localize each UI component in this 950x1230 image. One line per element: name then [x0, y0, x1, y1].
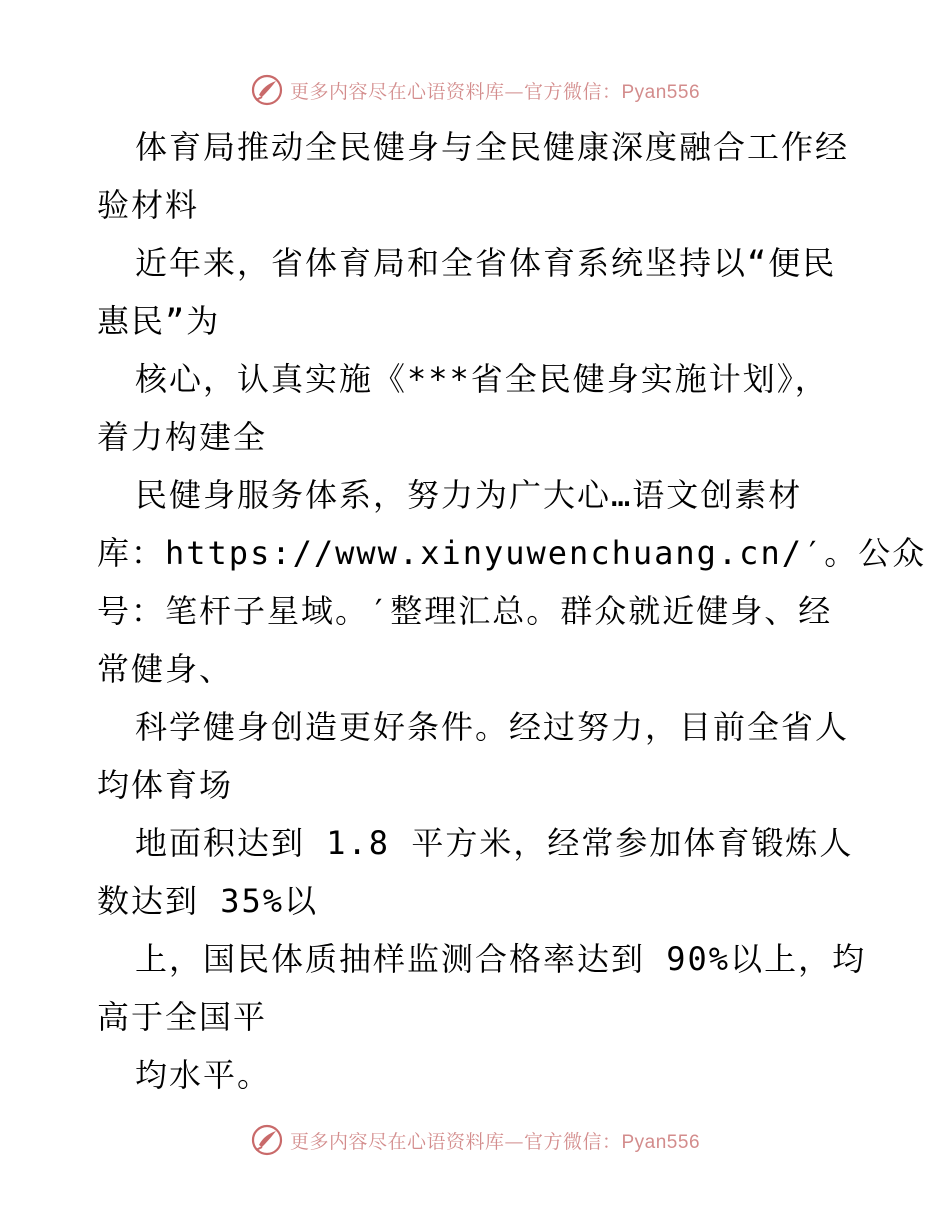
- document-body: [97, 118, 927, 1104]
- text-line: 验材料: [97, 186, 200, 224]
- banner-separator: —: [504, 80, 524, 103]
- banner-text: [290, 77, 700, 104]
- pen-logo-icon: [250, 73, 284, 107]
- banner-contact-label: 官方微信：: [523, 1130, 622, 1153]
- text-line: 均体育场: [97, 766, 234, 804]
- text-line: 科学健身创造更好条件。经过努力，目前全省人: [135, 708, 850, 746]
- banner-text: [290, 1127, 700, 1154]
- banner-contact-id: Pyan556: [621, 81, 701, 103]
- text-line: 着力构建全: [97, 418, 268, 456]
- text-line: 核心，认真实施《***省全民健身实施计划》，: [135, 360, 829, 398]
- text-line: 常健身、: [97, 650, 234, 688]
- header-banner: [0, 70, 950, 110]
- text-line: 均水平。: [135, 1056, 272, 1094]
- text-line: 号：笔杆子星域。′整理汇总。群众就近健身、经: [97, 592, 833, 630]
- text-line: 民健身服务体系，努力为广大心…语文创素材: [135, 476, 803, 514]
- text-line: 数达到 35%以: [97, 882, 319, 920]
- banner-brand: 更多内容尽在心语资料库: [289, 80, 505, 103]
- banner-brand: 更多内容尽在心语资料库: [289, 1130, 505, 1153]
- text-line: 高于全国平: [97, 998, 268, 1036]
- banner-contact-label: 官方微信：: [523, 80, 622, 103]
- footer-banner: [0, 1120, 950, 1160]
- pen-logo-icon: [250, 1123, 284, 1157]
- text-line: 地面积达到 1.8 平方米，经常参加体育锻炼人: [135, 824, 854, 862]
- banner-contact-id: Pyan556: [621, 1131, 701, 1153]
- banner-separator: —: [504, 1130, 524, 1153]
- text-line: 库：https://www.xinyuwenchuang.cn/′。公众: [97, 534, 927, 572]
- text-line: 近年来，省体育局和全省体育系统坚持以“便民: [135, 244, 837, 282]
- text-line: 惠民”为: [97, 302, 221, 340]
- text-line: 体育局推动全民健身与全民健康深度融合工作经: [135, 128, 850, 166]
- text-line: 上，国民体质抽样监测合格率达到 90%以上，均: [135, 940, 867, 978]
